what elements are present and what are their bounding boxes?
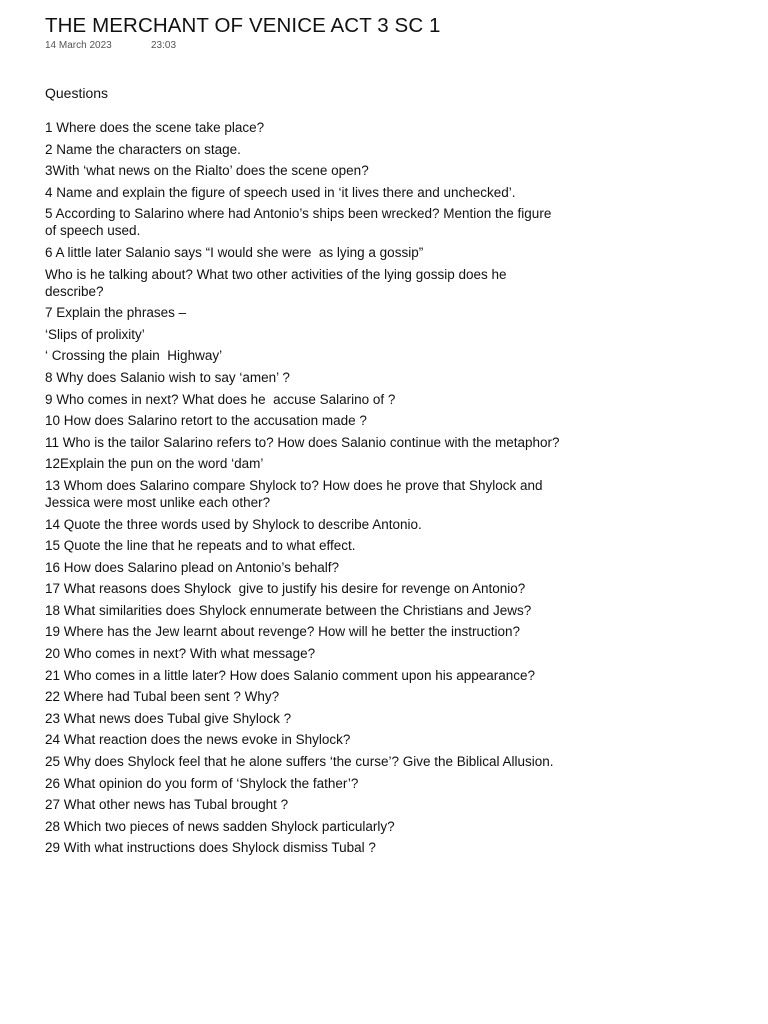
question-line: 27 What other news has Tubal brought ? <box>45 797 289 813</box>
question-line: 9 Who comes in next? What does he accuse Salarino of ? <box>45 391 396 407</box>
question-line: 8 Why does Salanio wish to say ‘amen’ ? <box>45 369 290 385</box>
question-line: 17 What reasons does Shylock give to justify his desire for revenge on Antonio? <box>45 581 526 597</box>
question-line: 26 What opinion do you form of ‘Shylock the father’? <box>45 775 359 791</box>
question-line: 22 Where had Tubal been sent ? Why? <box>45 689 280 705</box>
note-title: THE MERCHANT OF VENICE ACT 3 SC 1 <box>45 14 441 37</box>
question-line: 7 Explain the phrases – <box>45 305 187 321</box>
questions-list <box>45 119 565 856</box>
question-line: 6 A little later Salanio says “I would she were as lying a gossip” <box>45 244 424 260</box>
question-line: 14 Quote the three words used by Shylock to describe Antonio. <box>45 516 422 532</box>
question-line: 23 What news does Tubal give Shylock ? <box>45 710 292 726</box>
question-line: 21 Who comes in a little later? How does Salanio comment upon his appearance? <box>45 667 536 683</box>
question-line: Who is he talking about? What two other activities of the lying gossip does he describe? <box>45 266 511 299</box>
question-line: 13 Whom does Salarino compare Shylock to? How does he prove that Shylock and Jessica were most unlike each other? <box>45 477 547 510</box>
questions-heading: Questions <box>45 85 109 101</box>
question-line: 11 Who is the tailor Salarino refers to? How does Salanio continue with the metaphor? <box>45 434 560 450</box>
note-date: 14 March 2023 <box>45 40 112 51</box>
question-line: 2 Name the characters on stage. <box>45 141 241 157</box>
question-line: 1 Where does the scene take place? <box>45 120 265 135</box>
note-page <box>45 12 745 861</box>
question-line: ‘Slips of prolixity’ <box>45 326 145 342</box>
question-line: 16 How does Salarino plead on Antonio’s behalf? <box>45 559 339 575</box>
question-line: 25 Why does Shylock feel that he alone suffers ‘the curse’? Give the Biblical Allusion. <box>45 754 554 770</box>
note-time: 23:03 <box>151 40 177 51</box>
question-line: 10 How does Salarino retort to the accusation made ? <box>45 413 367 429</box>
question-line: 3With ‘what news on the Rialto’ does the scene open? <box>45 163 369 179</box>
question-line: 20 Who comes in next? With what message? <box>45 646 316 662</box>
question-line: 4 Name and explain the figure of speech used in ‘it lives there and unchecked’. <box>45 184 516 200</box>
note-meta <box>45 40 745 52</box>
question-line: 15 Quote the line that he repeats and to what effect. <box>45 538 356 554</box>
question-line: 18 What similarities does Shylock ennumerate between the Christians and Jews? <box>45 602 532 618</box>
question-line: ‘ Crossing the plain Highway’ <box>45 348 223 364</box>
question-line: 29 With what instructions does Shylock dismiss Tubal ? <box>45 840 376 856</box>
question-line: 5 According to Salarino where had Antonio’s ships been wrecked? Mention the figure of speech used. <box>45 206 556 239</box>
question-line: 12Explain the pun on the word ‘dam’ <box>45 456 264 472</box>
question-line: 24 What reaction does the news evoke in Shylock? <box>45 732 351 748</box>
question-line: 28 Which two pieces of news sadden Shylock particularly? <box>45 818 395 834</box>
question-line: 19 Where has the Jew learnt about revenge? How will he better the instruction? <box>45 624 521 640</box>
